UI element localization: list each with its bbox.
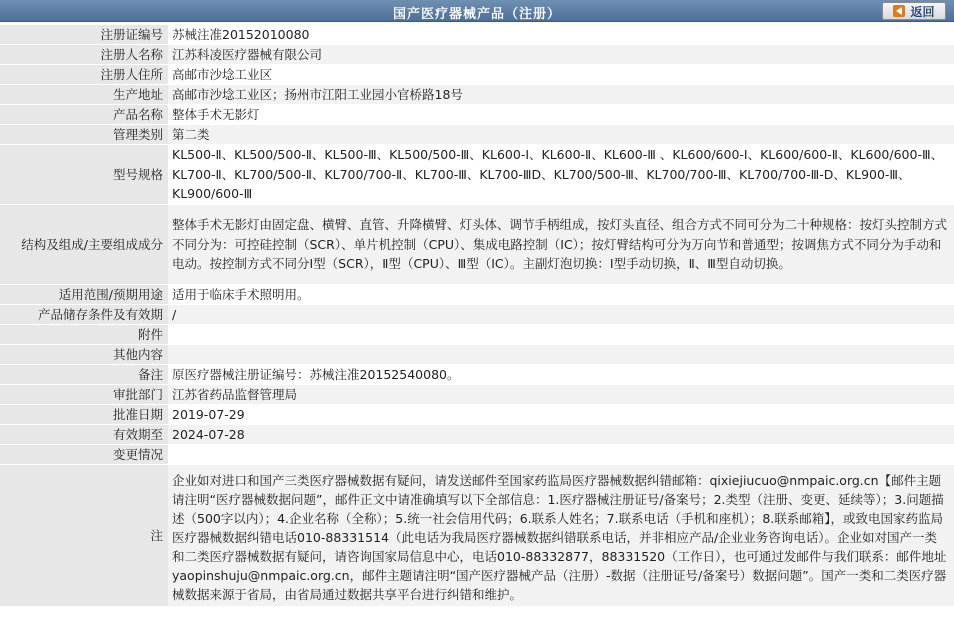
field-label: 注册人名称 (0, 45, 168, 64)
field-label: 型号规格 (0, 145, 168, 204)
field-label: 注册人住所 (0, 65, 168, 84)
table-row (0, 205, 954, 284)
field-value (168, 325, 954, 344)
back-arrow-icon (893, 5, 905, 17)
table-row (0, 465, 954, 606)
field-label: 生产地址 (0, 85, 168, 104)
field-label: 适用范围/预期用途 (0, 285, 168, 304)
table-row (0, 145, 954, 204)
table-row (0, 285, 954, 304)
table-row (0, 105, 954, 124)
field-label: 有效期至 (0, 425, 168, 444)
field-label: 注册证编号 (0, 25, 168, 44)
field-value: 苏械注准20152010080 (168, 25, 954, 44)
field-value (168, 445, 954, 464)
detail-table (0, 24, 954, 607)
field-label: 变更情况 (0, 445, 168, 464)
back-button[interactable] (882, 2, 946, 20)
field-value: 整体手术无影灯由固定盘、横臂、直管、升降横臂、灯头体、调节手柄组成，按灯头直径、组合方式不同可分为二十种规格：按灯头控制方式不同分为：可控硅控制（SCR）、单片机控制（CPU）、集成电路控制（IC）；按灯臂结构可分为万向节和普通型；按调焦方式不同分为手动和电动。按控制方式不同分Ⅰ型（SCR），Ⅱ型（CPU）、Ⅲ型（IC）。主副灯泡切换：Ⅰ型手动切换，Ⅱ、Ⅲ型自动切换。 (168, 205, 954, 284)
table-row (0, 325, 954, 344)
field-label: 产品名称 (0, 105, 168, 124)
note-text: 企业如对进口和国产三类医疗器械数据有疑问，请发送邮件至国家药监局医疗器械数据纠错邮箱：qixiejiucuo@nmpaic.org.cn【邮件主题请注明“医疗器械数据问题”，邮件正文中请准确填写以下全部信息：1.医疗器械注册证号/备案号；2.类型（注册、变更、延续等）；3.问题描述（500字以内）；4.企业名称（全称）；5.统一社会信用代码；6.联系人姓名；7.联系电话（手机和座机）；8.联系邮箱】，或致电国家药监局医疗器械数据纠错电话010-88331514（此电话为我局医疗器械数据纠错联系电话，并非相应产品/企业业务咨询电话）。企业如对国产一类和二类医疗器械数据有疑问，请咨询国家局信息中心，电话010-88332877，88331520（工作日），也可通过发邮件与我们联系：邮件地址yaopinshuju@nmpaic.org.cn，邮件主题请注明“国产医疗器械产品（注册）-数据（注册证号/备案号）数据问题”。国产一类和二类医疗器械数据来源于省局，由省局通过数据共享平台进行纠错和维护。 (168, 465, 954, 606)
table-row (0, 425, 954, 444)
field-label: 批准日期 (0, 405, 168, 424)
field-label: 其他内容 (0, 345, 168, 364)
table-row (0, 45, 954, 64)
table-row (0, 345, 954, 364)
table-row (0, 365, 954, 384)
page-header (0, 0, 954, 22)
field-value: 江苏科凌医疗器械有限公司 (168, 45, 954, 64)
page-title: 国产医疗器械产品（注册） (392, 7, 561, 22)
table-row (0, 85, 954, 104)
field-value: KL500-Ⅱ、KL500/500-Ⅱ、KL500-Ⅲ、KL500/500-Ⅲ、KL600-Ⅰ、KL600-Ⅱ、KL600-Ⅲ 、KL600/600-Ⅰ、KL600/600-Ⅱ、KL600/600-Ⅲ、KL700-Ⅱ、KL700/500-Ⅱ、KL700/700-Ⅱ、KL700-Ⅲ、KL700-ⅢD、KL700/500-Ⅲ、KL700/700-Ⅲ、KL700/700-Ⅲ-D、KL900-Ⅲ、KL900/600-Ⅲ (168, 145, 954, 204)
table-row (0, 65, 954, 84)
back-button-label: 返回 (910, 4, 935, 19)
field-label: 审批部门 (0, 385, 168, 404)
field-label: 备注 (0, 365, 168, 384)
table-row (0, 445, 954, 464)
field-value: 高邮市沙埝工业区 (168, 65, 954, 84)
field-label: 管理类别 (0, 125, 168, 144)
table-row (0, 385, 954, 404)
table-row (0, 305, 954, 324)
field-value (168, 345, 954, 364)
field-value: 江苏省药品监督管理局 (168, 385, 954, 404)
field-label: 结构及组成/主要组成成分 (0, 205, 168, 284)
note-label: 注 (0, 465, 168, 606)
field-value: / (168, 305, 954, 324)
field-value: 适用于临床手术照明用。 (168, 285, 954, 304)
field-value: 整体手术无影灯 (168, 105, 954, 124)
field-value: 高邮市沙埝工业区；扬州市江阳工业园小官桥路18号 (168, 85, 954, 104)
field-value: 原医疗器械注册证编号：苏械注准20152540080。 (168, 365, 954, 384)
field-label: 附件 (0, 325, 168, 344)
field-value: 2024-07-28 (168, 425, 954, 444)
field-value: 第二类 (168, 125, 954, 144)
table-row (0, 405, 954, 424)
table-row (0, 125, 954, 144)
field-value: 2019-07-29 (168, 405, 954, 424)
field-label: 产品储存条件及有效期 (0, 305, 168, 324)
table-row (0, 25, 954, 44)
